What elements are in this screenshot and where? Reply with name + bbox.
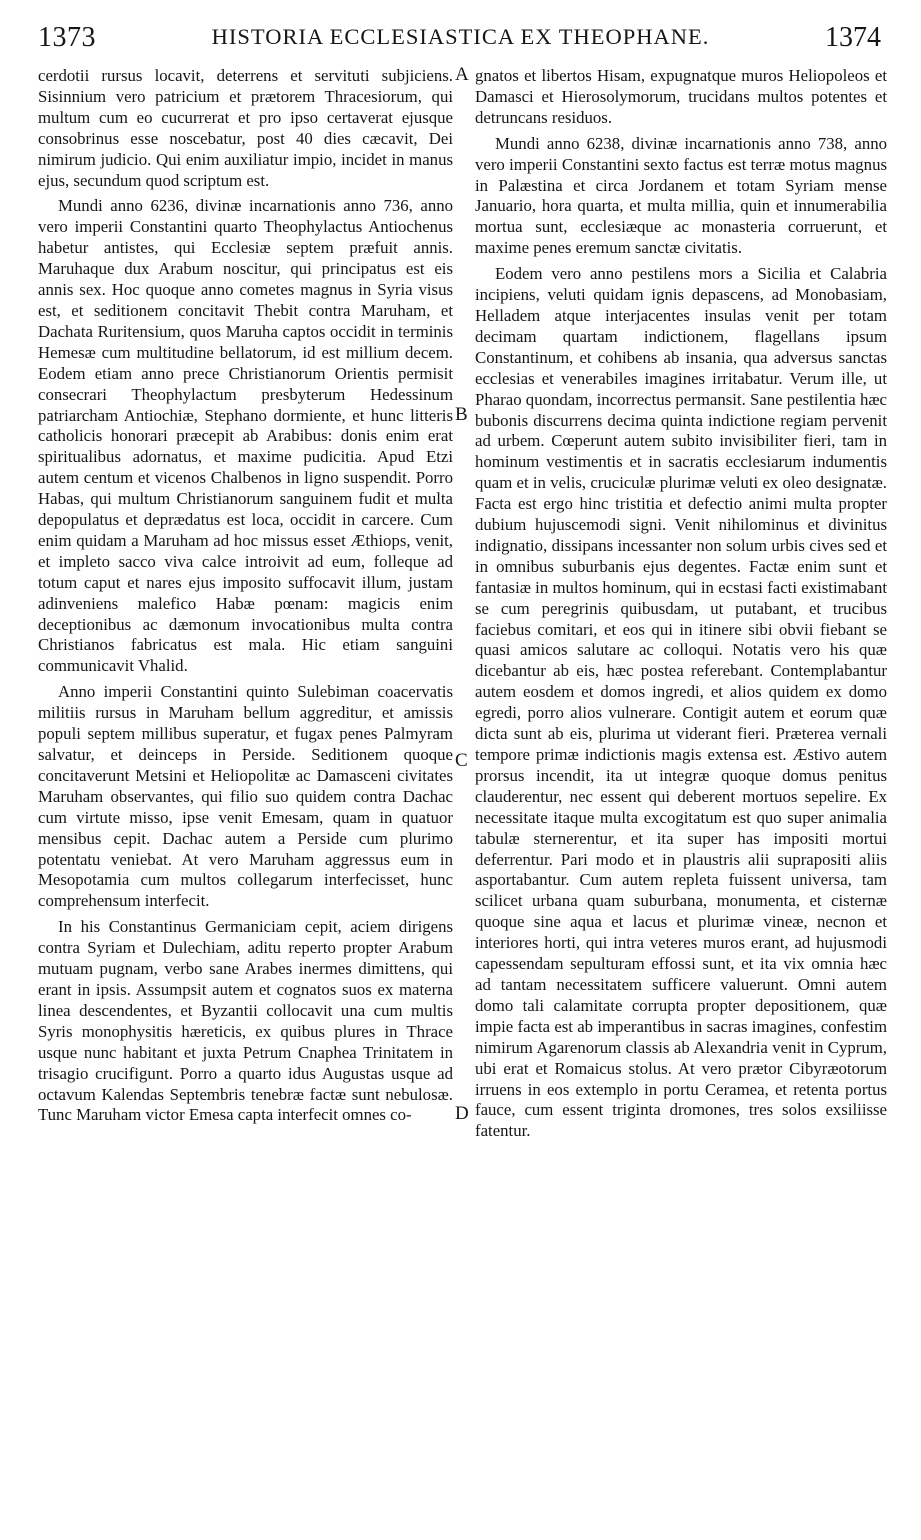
section-marker-a: A xyxy=(455,64,469,85)
section-marker-d: D xyxy=(455,1103,469,1124)
paragraph: gnatos et libertos Hisam, expugnatque muros Heliopoleos et Damasci et Hierosolymorum, trucidans multos potentes et detruncans residuos. xyxy=(475,66,887,127)
paragraph: Mundi anno 6236, divinæ incarnationis anno 736, anno vero imperii Constantini quarto Theophylactus Antiochenus habetur antistes, qui Ecclesiæ septem præfuit annis. Maruhaque dux Arabum noscitur, qui principatus est eis annis sex. Hoc quoque anno cometes magnus in Syria visus est, et seditionem concitavit Thebit contra Maruham, et Dachata Ruritensium, quos Maruha captos occidit in terminis Hemesæ cum multitudine bellatorum, id est millium decem. Eodem etiam anno prece Christianorum Orientis permisit consecrari Theophylactum presbyterum Hedessinum patriarcham Antiochiæ, Stephano dormiente, et hunc litteris catholicis honorari præcepit ab Arabibus: donis enim erat spiritualibus adornatus, et maxime pudicitia. Apud Etzi autem centum et vicenos Chalbenos in ligno suspendit. Porro Habas, qui multum Christianorum sanguinem fudit et multa depopulatus et deprædatus est loca, occidit in carcere. Cum enim quidam a Maruham ad hoc missus esset Æthiops, venit, et impleto sacco viva calce introivit ad eum, folleque ad totum caput et nares ejus imposito suffocavit illum, justam adinveniens malefico Habæ pœnam: magicis enim deceptionibus ac dæmonum invocationibus multa contra Christianos fabricatus est mala. Hic etiam sanguini communicavit Vhalid. xyxy=(38,196,453,676)
paragraph: Anno imperii Constantini quinto Sulebiman coacervatis militiis rursus in Maruham bellum aggreditur, et amissis populi septem millibus superatur, et fugax penes Palmyram salvatur, et deinceps in Perside. Seditionem quoque concitaverunt Metsini et Heliopolitæ ac Damasceni civitates Maruham observantes, qui filio suo quidem contra Dachac cum virtute misso, ipse venit Emesam, quam in quatuor mensibus cepit. Dachac autem a Perside cum plurimo potentatu veniebat. At vero Maruham aggressus eum in Mesopotamia cum multos collegarum interfecisset, hunc comprehensum interfecit. xyxy=(38,682,453,911)
paragraph: In his Constantinus Germaniciam cepit, aciem dirigens contra Syriam et Dulechiam, aditu reperto propter Arabum mutuam pugnam, verbo sane Arabes inermes dimittens, qui erant in ipsis. Assumpsit autem et cognatos suos ex materna linea descendentes, et Byzantii collocavit una cum multis Syris monophysitis hæreticis, ex quibus plures in Thrace usque nunc habitant et juxta Petrum Cnaphea Trinitatem in trisagio crucifigunt. Porro a quarto idus Augustas usque ad octavum Kalendas Septembris tenebræ factæ sunt nebulosæ. Tunc Maruham victor Emesa capta interfecit omnes co- xyxy=(38,917,453,1125)
left-column xyxy=(38,66,453,1126)
paragraph: Mundi anno 6238, divinæ incarnationis anno 738, anno vero imperii Constantini sexto factus est terræ motus magnus in Palæstina et circa Jordanem et totam Syriam mense Januario, hora quarta, et multa millia, quin et innumerabilia mortua sunt, ecclesiæque ac monasteria corruerunt, et maxime penes eremum sanctæ civitatis. xyxy=(475,133,887,258)
page-number-right: 1374 xyxy=(825,22,881,53)
section-marker-c: C xyxy=(455,750,468,771)
running-title: HISTORIA ECCLESIASTICA EX THEOPHANE. xyxy=(211,24,710,49)
page-number-left: 1373 xyxy=(38,22,96,53)
section-marker-b: B xyxy=(455,404,468,425)
page-header xyxy=(0,0,921,62)
right-column xyxy=(475,66,887,1142)
paragraph: cerdotii rursus locavit, deterrens et servituti subjiciens. Sisinnium vero patricium et prætorem Thracesiorum, qui multum cum eo cucurrerat et pro ipso certaverat ejusque consobrinus esse noscebatur, post 40 dies cæcavit, Dei nimirum judicio. Qui enim auxiliatur impio, incidet in manus ejus, secundum quod scriptum est. xyxy=(38,66,453,190)
paragraph: Eodem vero anno pestilens mors a Sicilia et Calabria incipiens, veluti quidam ignis depascens, ad Monobasiam, Helladem atque interjacentes insulas venit per totam decimam quartam indictionem, flagellans ipsum Constantinum, et cohibens ab insania, qua adversus sanctas ecclesias et venerabiles imagines irritabatur. Verum ille, ut Pharao quondam, incorrectus permansit. Sane pestilentia hæc bubonis discurrens decima quinta indictione regiam pervenit ad urbem. Cœperunt autem subito invisibiliter fieri, tam in hominum vestimentis et in sacratis ecclesiarum indumentis quam et in velis, cruciculæ plurimæ veluti ex oleo designatæ. Facta est ergo hinc tristitia et defectio animi multa propter dubium hujuscemodi signi. Venit nihilominus et divinitus indignatio, dissipans incessanter non solum urbis cives sed et in omnibus suburbanis ejus degentes. Factæ enim sunt et fantasiæ in multos hominum, qui in ecstasi facti existimabant se cum peregrinis quibusdam, ut putabant, et trucibus faciebus comitari, et eos qui in itinere sibi obvii fiebant se quasi amicos salutare ac colloqui. Notatis vero his quæ dicebantur ab eis, hæc postea referebant. Contemplabantur autem eosdem et domos ingredi, et alios quidem ex domo egredi, porro alios vulnerare. Contigit autem et eorum quæ dicta sunt ab eis, plurima ut viderant fieri. Præterea vernali tempore primæ indictionis magis extensa est. Æstivo autem prorsus incendit, ita ut integræ quoque domus penitus clauderentur, nec essent qui deberent mortuos sepelire. Ex necessitate itaque multa excogitatum est quo super animalia tabulæ sternerentur, et ita super has impositi mortui deferrentur. Pari modo et in plaustris alii suprapositi aliis asportabantur. Cum autem repleta fuissent universa, tam scilicet urbana quam suburbana, monumenta, et cisternæ quoque sine aqua et lacus et plurimæ vineæ, necnon et interiores horti, qui intra veteres muros erant, ad hujusmodi capessendam sepulturam effossi sunt, et ita vix omnia hæc ad tantam necessitatem sufficere valuerunt. Omni autem domo tali calamitate corrupta propter depositionem, quæ impie facta est ab imperantibus in sacras imagines, confestim nimirum Agarenorum classis ab Alexandria venit in Cyprum, ubi erat et Romaicus stolus. At vero prætor Cibyræotorum irruens in eos extemplo in portu Ceramea, et retenta portus fauce, cum essent triginta dromones, tres solos exsiliisse fatentur. xyxy=(475,264,887,1141)
